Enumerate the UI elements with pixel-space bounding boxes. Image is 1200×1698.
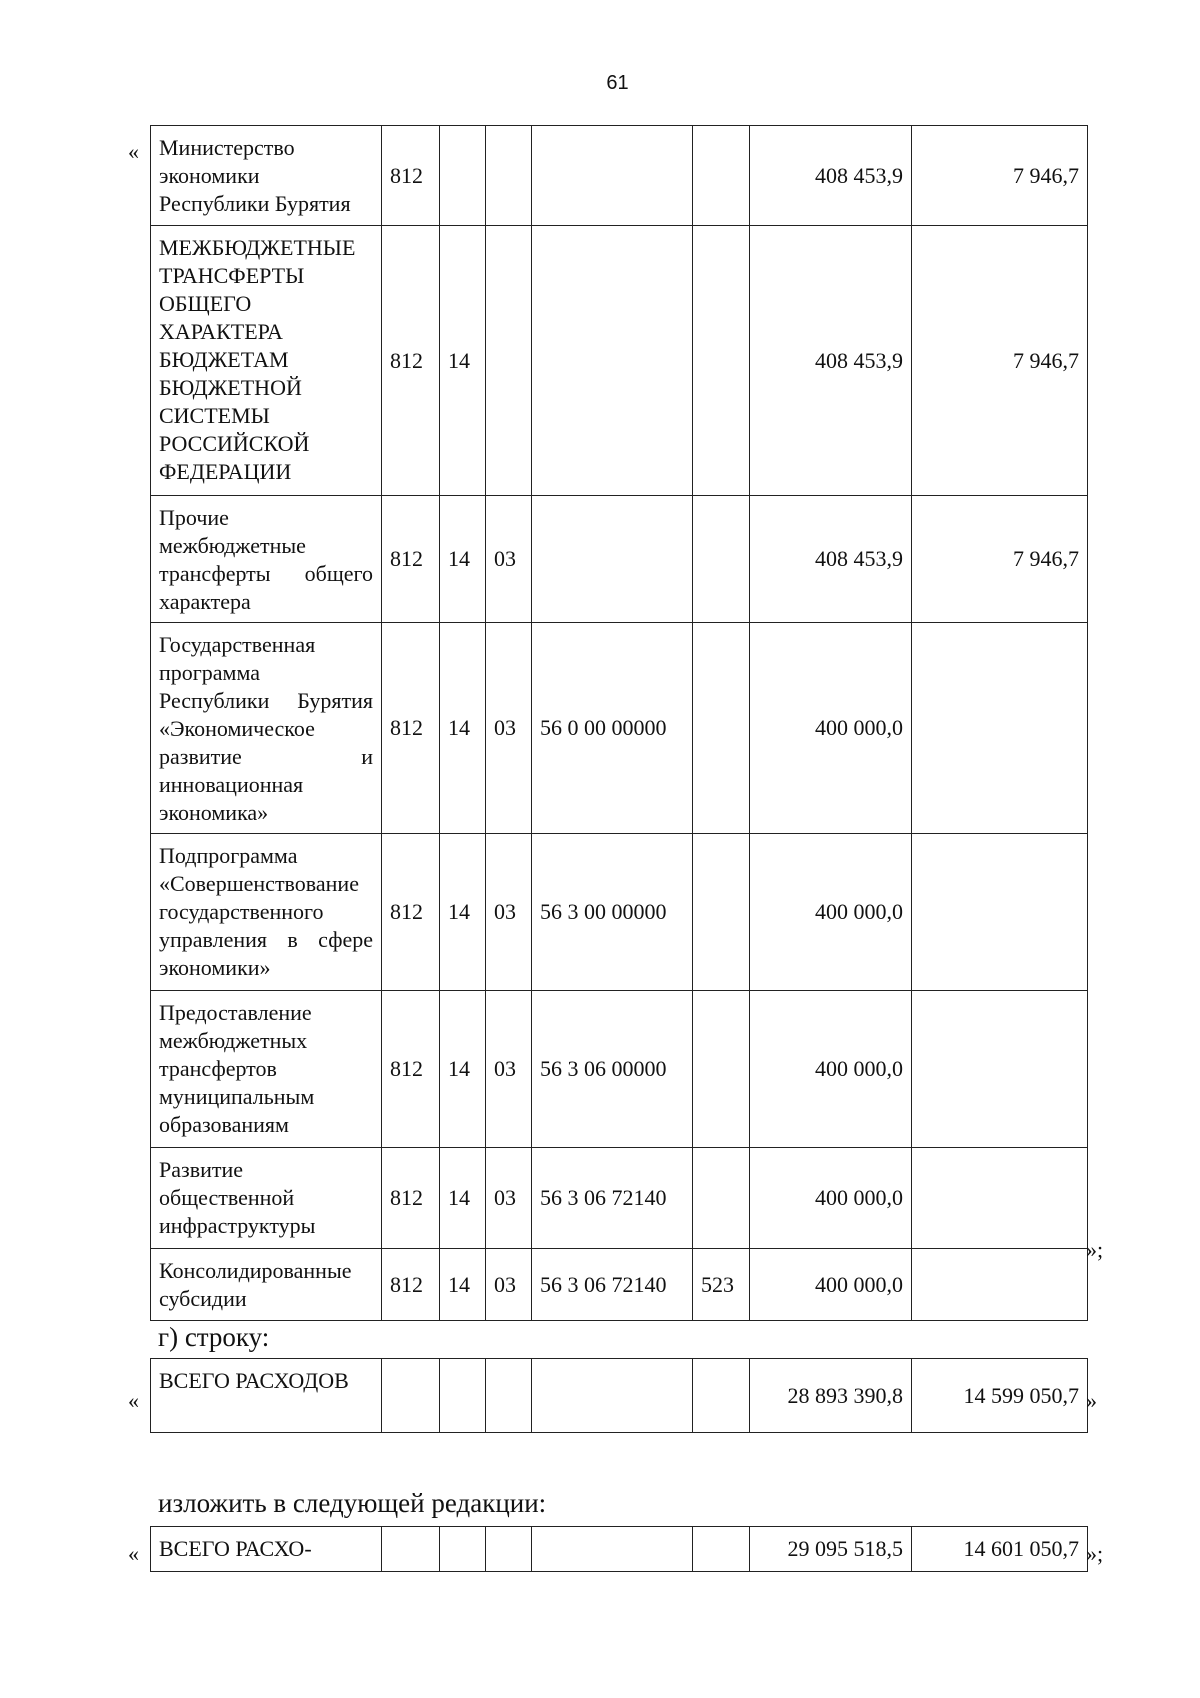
rz-cell: 14 <box>440 226 486 496</box>
sum1-cell: 400 000,0 <box>750 834 912 991</box>
sum2-cell: 7 946,7 <box>912 226 1088 496</box>
vr-cell <box>693 1359 750 1433</box>
row-name: Прочие межбюджетные трансферты общего характера <box>151 496 382 623</box>
gr-cell: 812 <box>382 1249 440 1321</box>
vr-cell <box>693 1527 750 1572</box>
sum2-cell <box>912 1249 1088 1321</box>
gr-cell: 812 <box>382 834 440 991</box>
table-row <box>151 1249 1088 1321</box>
csr-cell <box>532 126 693 226</box>
sum1-cell: 400 000,0 <box>750 991 912 1148</box>
table-row <box>151 226 1088 496</box>
vr-cell <box>693 623 750 834</box>
csr-cell: 56 0 00 00000 <box>532 623 693 834</box>
pr-cell <box>486 1527 532 1572</box>
table-row <box>151 1527 1088 1572</box>
pr-cell: 03 <box>486 1249 532 1321</box>
sum1-cell: 400 000,0 <box>750 623 912 834</box>
sum1-cell: 408 453,9 <box>750 496 912 623</box>
vr-cell: 523 <box>693 1249 750 1321</box>
close-quote: »; <box>1086 1237 1104 1262</box>
rz-cell: 14 <box>440 623 486 834</box>
rz-cell <box>440 1527 486 1572</box>
row-name: ВСЕГО РАСХО- <box>151 1527 382 1572</box>
row-name: МЕЖБЮДЖЕТНЫЕ ТРАНСФЕРТЫ ОБЩЕГО ХАРАКТЕРА БЮДЖЕТАМ БЮДЖЕТНОЙ СИСТЕМЫ РОССИЙСКОЙ ФЕДЕРАЦИИ <box>151 226 382 496</box>
gr-cell: 812 <box>382 623 440 834</box>
gr-cell <box>382 1527 440 1572</box>
gr-cell: 812 <box>382 496 440 623</box>
pr-cell <box>486 1359 532 1433</box>
csr-cell <box>532 496 693 623</box>
sum1-cell: 29 095 518,5 <box>750 1527 912 1572</box>
rz-cell: 14 <box>440 991 486 1148</box>
sum1-cell: 400 000,0 <box>750 1148 912 1249</box>
csr-cell <box>532 1359 693 1433</box>
close-quote: » <box>1086 1388 1097 1413</box>
pr-cell: 03 <box>486 991 532 1148</box>
rz-cell: 14 <box>440 496 486 623</box>
pr-cell <box>486 226 532 496</box>
csr-cell <box>532 1527 693 1572</box>
sum2-cell: 7 946,7 <box>912 496 1088 623</box>
table-row <box>151 126 1088 226</box>
table-row <box>151 991 1088 1148</box>
table-row <box>151 623 1088 834</box>
rz-cell <box>440 126 486 226</box>
gr-cell: 812 <box>382 226 440 496</box>
pr-cell: 03 <box>486 1148 532 1249</box>
sum2-cell <box>912 1148 1088 1249</box>
row-name: Министерство экономики Республики Бурятия <box>151 126 382 226</box>
gr-cell: 812 <box>382 1148 440 1249</box>
row-name: Подпрограмма «Совершенствование государственного управления в сфере экономики» <box>151 834 382 991</box>
total-old-table <box>150 1358 1088 1433</box>
section-g-heading: г) строку: <box>158 1322 270 1352</box>
row-name: Государственная программа Республики Бурятия «Экономическое развитие и инновационная экономика» <box>151 623 382 834</box>
page-number: 61 <box>606 72 629 94</box>
rz-cell: 14 <box>440 1148 486 1249</box>
vr-cell <box>693 991 750 1148</box>
vr-cell <box>693 226 750 496</box>
sum2-cell: 14 601 050,7 <box>912 1527 1088 1572</box>
table-row <box>151 1359 1088 1433</box>
section-new-heading: изложить в следующей редакции: <box>158 1488 547 1518</box>
pr-cell: 03 <box>486 496 532 623</box>
row-name: Развитие общественной инфраструктуры <box>151 1148 382 1249</box>
vr-cell <box>693 496 750 623</box>
sum1-cell: 400 000,0 <box>750 1249 912 1321</box>
sum1-cell: 408 453,9 <box>750 126 912 226</box>
row-name: Предоставление межбюджетных трансфертов муниципальным образованиям <box>151 991 382 1148</box>
csr-cell: 56 3 06 00000 <box>532 991 693 1148</box>
csr-cell <box>532 226 693 496</box>
gr-cell <box>382 1359 440 1433</box>
gr-cell: 812 <box>382 126 440 226</box>
csr-cell: 56 3 06 72140 <box>532 1249 693 1321</box>
open-quote: « <box>128 1388 139 1413</box>
csr-cell: 56 3 06 72140 <box>532 1148 693 1249</box>
rz-cell: 14 <box>440 1249 486 1321</box>
pr-cell <box>486 126 532 226</box>
sum2-cell <box>912 623 1088 834</box>
sum2-cell: 7 946,7 <box>912 126 1088 226</box>
vr-cell <box>693 1148 750 1249</box>
sum2-cell <box>912 991 1088 1148</box>
vr-cell <box>693 834 750 991</box>
sum2-cell: 14 599 050,7 <box>912 1359 1088 1433</box>
main-table <box>150 125 1088 1321</box>
sum2-cell <box>912 834 1088 991</box>
sum1-cell: 408 453,9 <box>750 226 912 496</box>
row-name: Консолидированные субсидии <box>151 1249 382 1321</box>
vr-cell <box>693 126 750 226</box>
rz-cell <box>440 1359 486 1433</box>
pr-cell: 03 <box>486 623 532 834</box>
gr-cell: 812 <box>382 991 440 1148</box>
sum1-cell: 28 893 390,8 <box>750 1359 912 1433</box>
rz-cell: 14 <box>440 834 486 991</box>
total-new-table <box>150 1526 1088 1572</box>
pr-cell: 03 <box>486 834 532 991</box>
open-quote: « <box>128 1541 139 1566</box>
row-name: ВСЕГО РАСХОДОВ <box>151 1359 382 1433</box>
table-row <box>151 834 1088 991</box>
table-row <box>151 1148 1088 1249</box>
close-quote: »; <box>1086 1541 1104 1566</box>
table-row <box>151 496 1088 623</box>
csr-cell: 56 3 00 00000 <box>532 834 693 991</box>
open-quote: « <box>128 139 139 164</box>
